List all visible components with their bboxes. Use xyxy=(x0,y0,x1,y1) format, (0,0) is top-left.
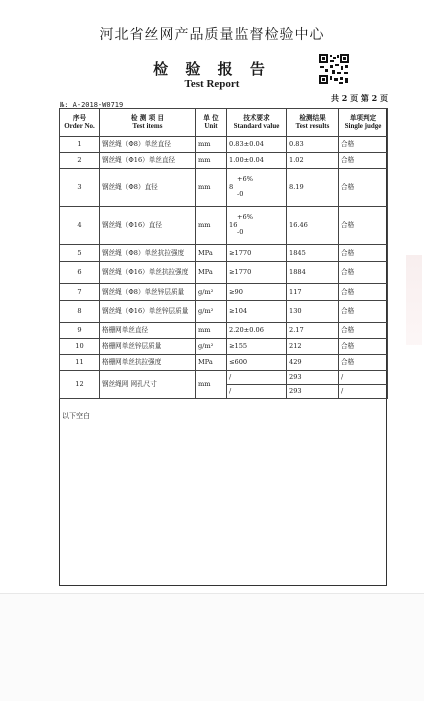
table-row: 4 钢丝绳（Φ16）直径 mm +6% 16 -0 16.46 合格 xyxy=(60,207,388,245)
report-title-cn: 检 验 报 告 xyxy=(153,60,271,78)
table-row: 9 格栅网单丝直径 mm 2.20±0.06 2.17 合格 xyxy=(60,323,388,339)
table-row: 12 钢丝绳网 网孔尺寸 mm / 293 / xyxy=(60,371,388,385)
col-results: 检测结果 Test results xyxy=(287,109,339,137)
organization-name: 河北省丝网产品质量监督检验中心 xyxy=(99,27,325,43)
table-row: 7 钢丝绳（Φ8）单丝锌层质量 g/m² ≥90 117 合格 xyxy=(60,284,388,301)
report-title-en: Test Report xyxy=(184,78,240,90)
table-row: 2 钢丝绳（Φ16）单丝直径 mm 1.00±0.04 1.02 合格 xyxy=(60,153,388,169)
report-number: №: A-2018-W0719 xyxy=(60,101,124,109)
col-unit: 单 位 Unit xyxy=(196,109,227,137)
table-row: 11 格栅网单丝抗拉强度 MPa ≤600 429 合格 xyxy=(60,355,388,371)
blank-below-note: 以下空白 xyxy=(62,412,90,420)
table-row: / 293 / xyxy=(60,385,388,399)
page-number: 共 2 页 第 2 页 xyxy=(330,93,388,103)
table-row: 1 钢丝绳（Φ8）单丝直径 mm 0.83±0.04 0.83 合格 xyxy=(60,137,388,153)
tolerance-value: +6% 16 -0 xyxy=(227,207,287,245)
page-margin xyxy=(0,593,424,701)
col-order: 序号 Order No. xyxy=(60,109,100,137)
tolerance-value: +6% 8 -0 xyxy=(227,169,287,207)
table-row: 3 钢丝绳（Φ8）直径 mm +6% 8 -0 8.19 合格 xyxy=(60,169,388,207)
table-row: 6 钢丝绳（Φ16）单丝抗拉强度 MPa ≥1770 1884 合格 xyxy=(60,262,388,284)
table-row: 10 格栅网单丝锌层质量 g/m² ≥155 212 合格 xyxy=(60,339,388,355)
table-row: 8 钢丝绳（Φ16）单丝锌层质量 g/m² ≥104 130 合格 xyxy=(60,301,388,323)
col-judge: 单项判定 Single judge xyxy=(339,109,388,137)
col-standard: 技术要求 Standard value xyxy=(227,109,287,137)
col-items: 检 测 项 目 Test items xyxy=(100,109,196,137)
qr-code-icon xyxy=(318,53,350,85)
table-header-row xyxy=(60,109,388,137)
table-row: 5 钢丝绳（Φ8）单丝抗拉强度 MPa ≥1770 1845 合格 xyxy=(60,245,388,262)
seal-stamp-edge xyxy=(406,255,422,345)
results-table xyxy=(59,108,388,399)
